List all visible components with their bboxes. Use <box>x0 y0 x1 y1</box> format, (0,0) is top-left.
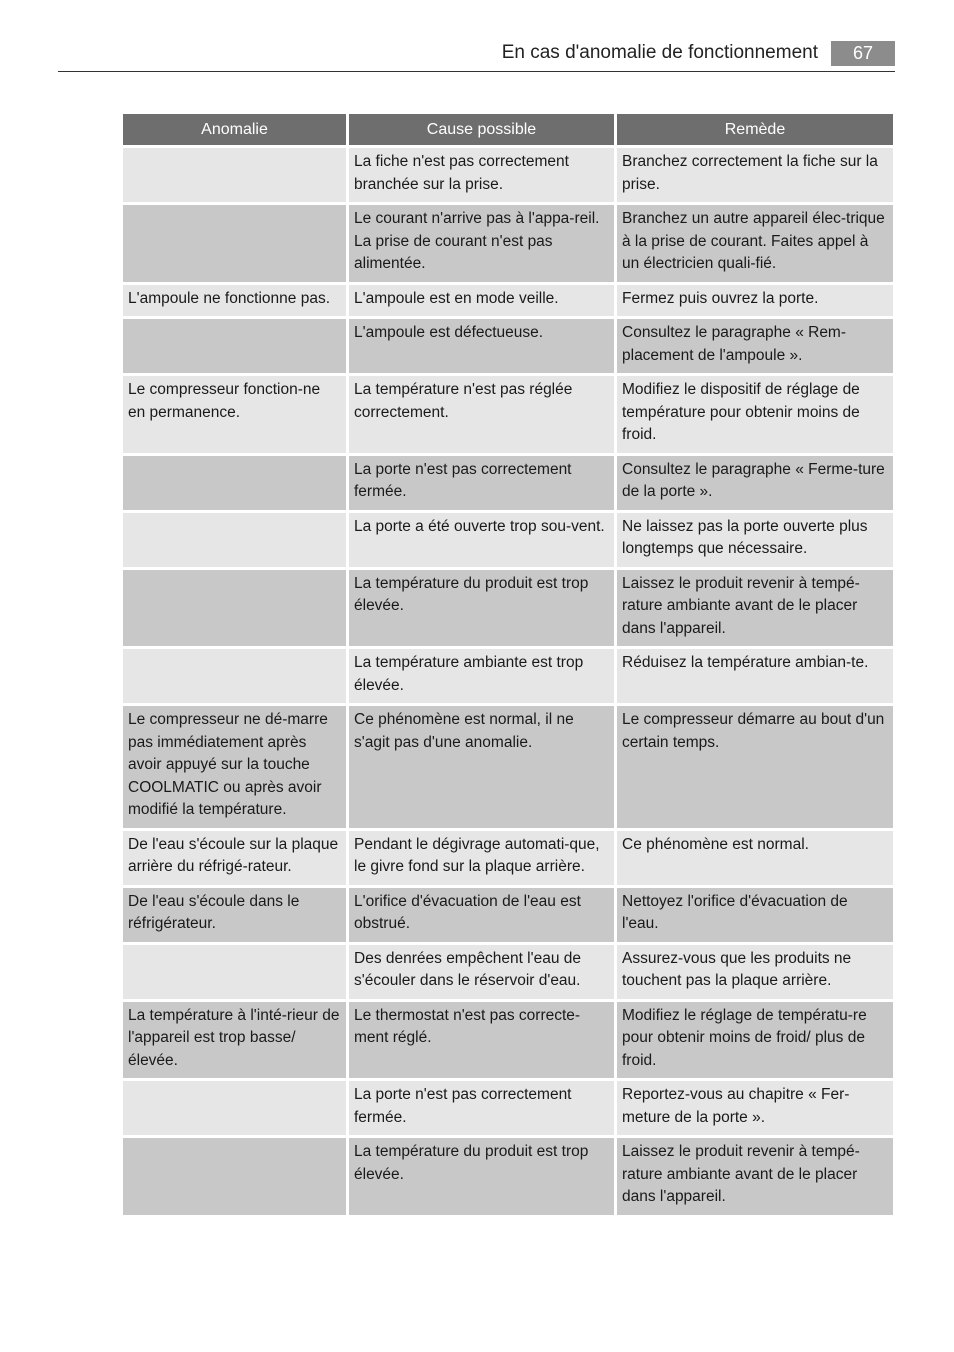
anomaly-cell: De l'eau s'écoule sur la plaque arrière du réfrigé-rateur. <box>123 831 346 885</box>
remedy-cell: Branchez correctement la fiche sur la prise. <box>617 148 893 202</box>
cause-cell: Le courant n'arrive pas à l'appa-reil. La prise de courant n'est pas alimentée. <box>349 205 614 282</box>
anomaly-cell <box>123 205 346 282</box>
cause-cell: Des denrées empêchent l'eau de s'écouler dans le réservoir d'eau. <box>349 945 614 999</box>
cause-cell: La température n'est pas réglée correctement. <box>349 376 614 453</box>
table-row <box>123 649 893 703</box>
anomaly-cell <box>123 319 346 373</box>
anomaly-cell <box>123 570 346 647</box>
remedy-cell: Le compresseur démarre au bout d'un certain temps. <box>617 706 893 828</box>
remedy-cell: Assurez-vous que les produits ne touchent pas la plaque arrière. <box>617 945 893 999</box>
table-row <box>123 888 893 942</box>
remedy-cell: Consultez le paragraphe « Ferme-ture de la porte ». <box>617 456 893 510</box>
table-row <box>123 945 893 999</box>
page-number: 67 <box>831 41 895 66</box>
cause-cell: L'ampoule est en mode veille. <box>349 285 614 317</box>
anomaly-cell <box>123 649 346 703</box>
remedy-cell: Branchez un autre appareil élec-trique à la prise de courant. Faites appel à un électricien quali-fié. <box>617 205 893 282</box>
cause-cell: Le thermostat n'est pas correcte-ment réglé. <box>349 1002 614 1079</box>
cause-cell: La température ambiante est trop élevée. <box>349 649 614 703</box>
cause-cell: La porte a été ouverte trop sou-vent. <box>349 513 614 567</box>
column-header-cause: Cause possible <box>349 114 614 145</box>
anomaly-cell <box>123 1138 346 1215</box>
table-row <box>123 831 893 885</box>
remedy-cell: Modifiez le dispositif de réglage de température pour obtenir moins de froid. <box>617 376 893 453</box>
anomaly-cell: De l'eau s'écoule dans le réfrigérateur. <box>123 888 346 942</box>
remedy-cell: Ne laissez pas la porte ouverte plus longtemps que nécessaire. <box>617 513 893 567</box>
remedy-cell: Fermez puis ouvrez la porte. <box>617 285 893 317</box>
page-header <box>58 40 895 72</box>
cause-cell: La porte n'est pas correctement fermée. <box>349 456 614 510</box>
anomaly-cell <box>123 456 346 510</box>
table-row <box>123 285 893 317</box>
table-row <box>123 513 893 567</box>
remedy-cell: Modifiez le réglage de températu-re pour obtenir moins de froid/ plus de froid. <box>617 1002 893 1079</box>
cause-cell: L'orifice d'évacuation de l'eau est obstrué. <box>349 888 614 942</box>
column-header-anomalie: Anomalie <box>123 114 346 145</box>
remedy-cell: Ce phénomène est normal. <box>617 831 893 885</box>
table-body <box>123 148 893 1215</box>
section-title: En cas d'anomalie de fonctionnement <box>501 42 818 63</box>
cause-cell: L'ampoule est défectueuse. <box>349 319 614 373</box>
table-row <box>123 376 893 453</box>
table-row <box>123 1002 893 1079</box>
anomaly-cell: La température à l'inté-rieur de l'appareil est trop basse/élevée. <box>123 1002 346 1079</box>
table-row <box>123 1081 893 1135</box>
cause-cell: Ce phénomène est normal, il ne s'agit pas d'une anomalie. <box>349 706 614 828</box>
cause-cell: La température du produit est trop élevée. <box>349 1138 614 1215</box>
cause-cell: La température du produit est trop élevée. <box>349 570 614 647</box>
cause-cell: La fiche n'est pas correctement branchée sur la prise. <box>349 148 614 202</box>
cause-cell: La porte n'est pas correctement fermée. <box>349 1081 614 1135</box>
table-row <box>123 319 893 373</box>
anomaly-cell: Le compresseur fonction-ne en permanence. <box>123 376 346 453</box>
table-row <box>123 456 893 510</box>
troubleshooting-table <box>120 111 896 1218</box>
remedy-cell: Réduisez la température ambian-te. <box>617 649 893 703</box>
remedy-cell: Laissez le produit revenir à tempé-rature ambiante avant de le placer dans l'appareil. <box>617 1138 893 1215</box>
anomaly-cell <box>123 513 346 567</box>
table-row <box>123 570 893 647</box>
cause-cell: Pendant le dégivrage automati-que, le givre fond sur la plaque arrière. <box>349 831 614 885</box>
table-row <box>123 205 893 282</box>
remedy-cell: Nettoyez l'orifice d'évacuation de l'eau. <box>617 888 893 942</box>
anomaly-cell <box>123 1081 346 1135</box>
table-row <box>123 148 893 202</box>
column-header-remede: Remède <box>617 114 893 145</box>
table-header-row <box>123 114 893 145</box>
anomaly-cell: Le compresseur ne dé-marre pas immédiatement après avoir appuyé sur la touche COOLMATIC ou après avoir modifié la température. <box>123 706 346 828</box>
remedy-cell: Consultez le paragraphe « Rem-placement de l'ampoule ». <box>617 319 893 373</box>
table-row <box>123 706 893 828</box>
anomaly-cell: L'ampoule ne fonctionne pas. <box>123 285 346 317</box>
table-row <box>123 1138 893 1215</box>
remedy-cell: Laissez le produit revenir à tempé-rature ambiante avant de le placer dans l'appareil. <box>617 570 893 647</box>
anomaly-cell <box>123 148 346 202</box>
remedy-cell: Reportez-vous au chapitre « Fer-meture de la porte ». <box>617 1081 893 1135</box>
anomaly-cell <box>123 945 346 999</box>
